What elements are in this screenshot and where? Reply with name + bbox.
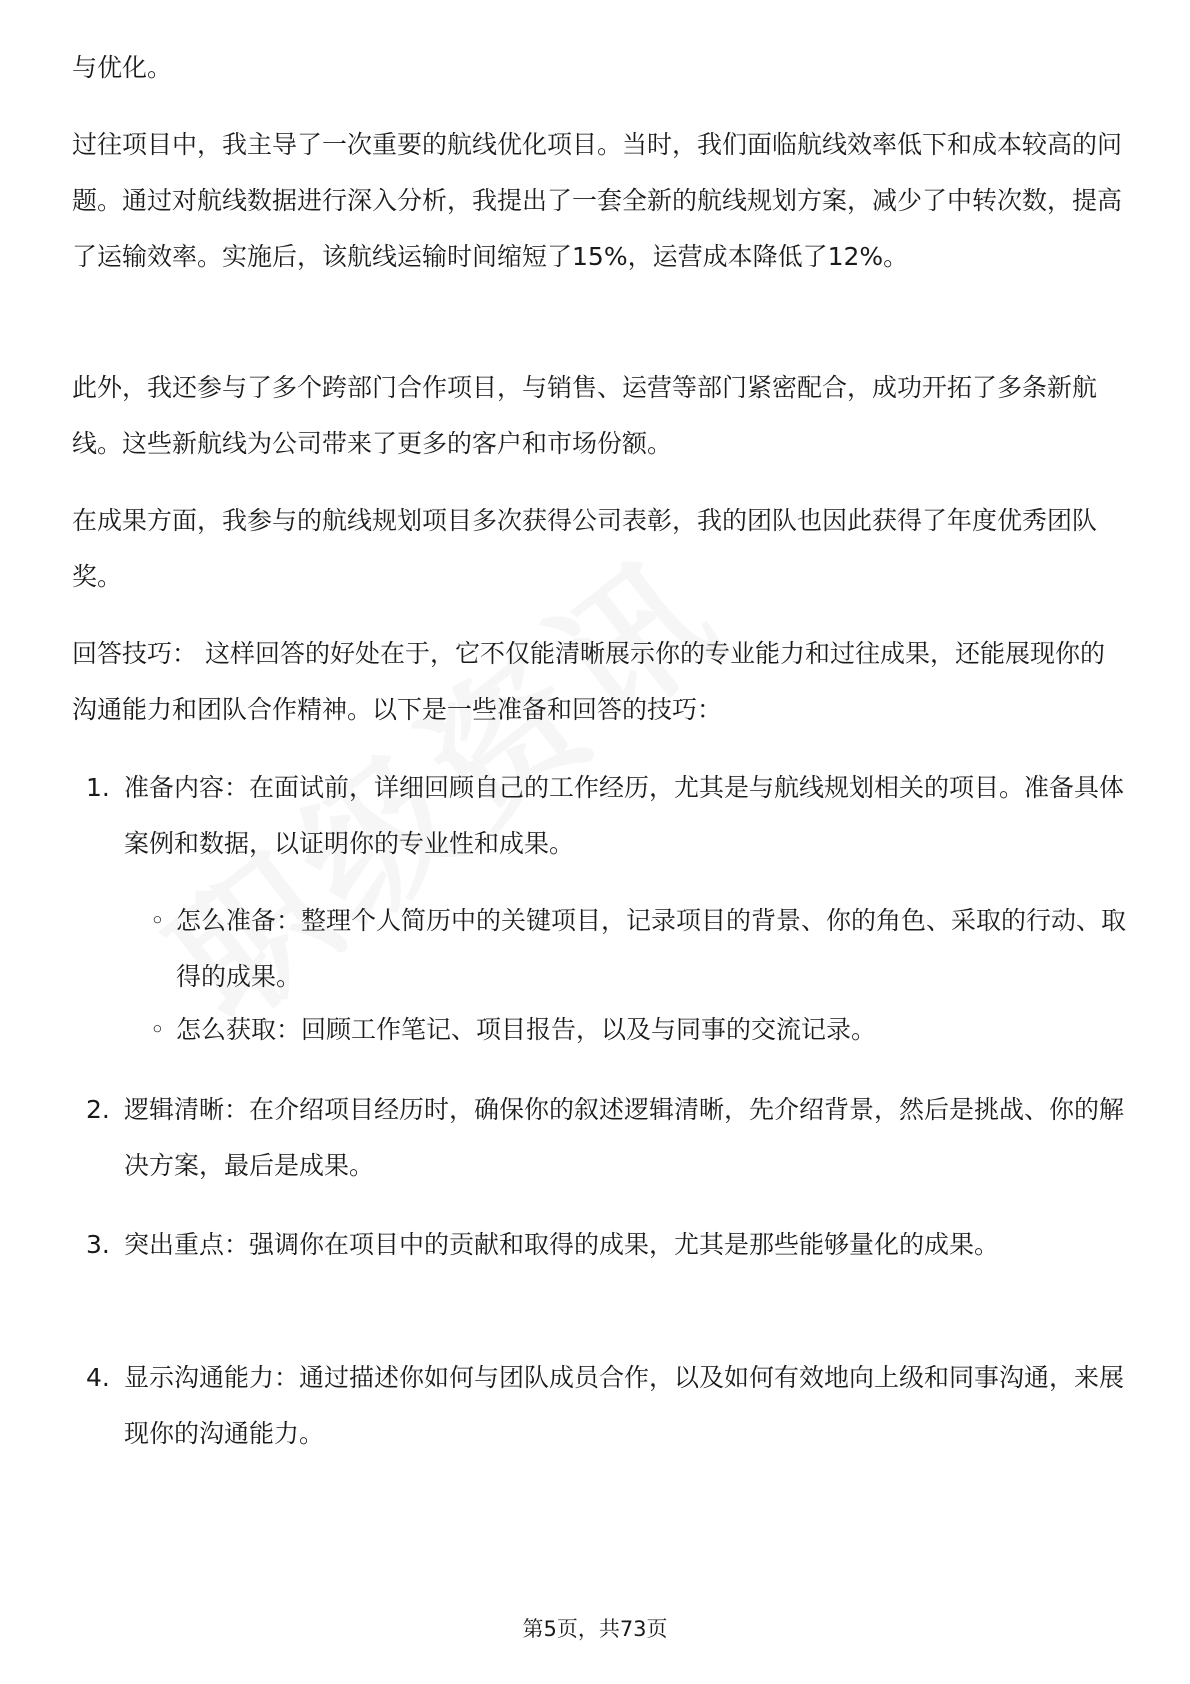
list-number: 2.: [86, 1095, 110, 1124]
sub-list-item-text: 怎么准备：整理个人简历中的关键项目，记录项目的背景、你的角色、采取的行动、取得的成果。: [176, 906, 1127, 991]
paragraph-continuation: 与优化。: [72, 53, 173, 82]
paragraph-cross-department: 此外，我还参与了多个跨部门合作项目，与销售、运营等部门紧密配合，成功开拓了多条新航线。这些新航线为公司带来了更多的客户和市场份额。: [72, 373, 1098, 458]
sub-list-item-text: 怎么获取：回顾工作笔记、项目报告，以及与同事的交流记录。: [176, 1015, 877, 1044]
list-item-text: 准备内容：在面试前，详细回顾自己的工作经历，尤其是与航线规划相关的项目。准备具体案例和数据，以证明你的专业性和成果。: [124, 773, 1125, 858]
list-item-text: 突出重点：强调你在项目中的贡献和取得的成果，尤其是那些能够量化的成果。: [124, 1230, 1000, 1259]
list-item-text: 逻辑清晰：在介绍项目经历时，确保你的叙述逻辑清晰，先介绍背景，然后是挑战、你的解决方案，最后是成果。: [124, 1095, 1125, 1180]
paragraph-past-project: 过往项目中，我主导了一次重要的航线优化项目。当时，我们面临航线效率低下和成本较高的问题。通过对航线数据进行深入分析，我提出了一套全新的航线规划方案，减少了中转次数，提高了运输效率。实施后，该航线运输时间缩短了15%，运营成本降低了12%。: [72, 130, 1123, 271]
page-footer: [0, 1614, 1190, 1644]
page-number: 第5页，共73页: [522, 1617, 668, 1641]
bullet-icon: ◦: [150, 1015, 165, 1044]
list-number: 1.: [86, 773, 110, 802]
list-number: 3.: [86, 1230, 110, 1259]
paragraph-answer-tips: 回答技巧： 这样回答的好处在于，它不仅能清晰展示你的专业能力和过往成果，还能展现你的沟通能力和团队合作精神。以下是一些准备和回答的技巧：: [72, 639, 1105, 724]
list-item-text: 显示沟通能力：通过描述你如何与团队成员合作，以及如何有效地向上级和同事沟通，来展现你的沟通能力。: [124, 1363, 1125, 1448]
list-number: 4.: [86, 1363, 110, 1392]
bullet-icon: ◦: [150, 906, 165, 935]
paragraph-achievements: 在成果方面，我参与的航线规划项目多次获得公司表彰，我的团队也因此获得了年度优秀团队奖。: [72, 506, 1098, 591]
